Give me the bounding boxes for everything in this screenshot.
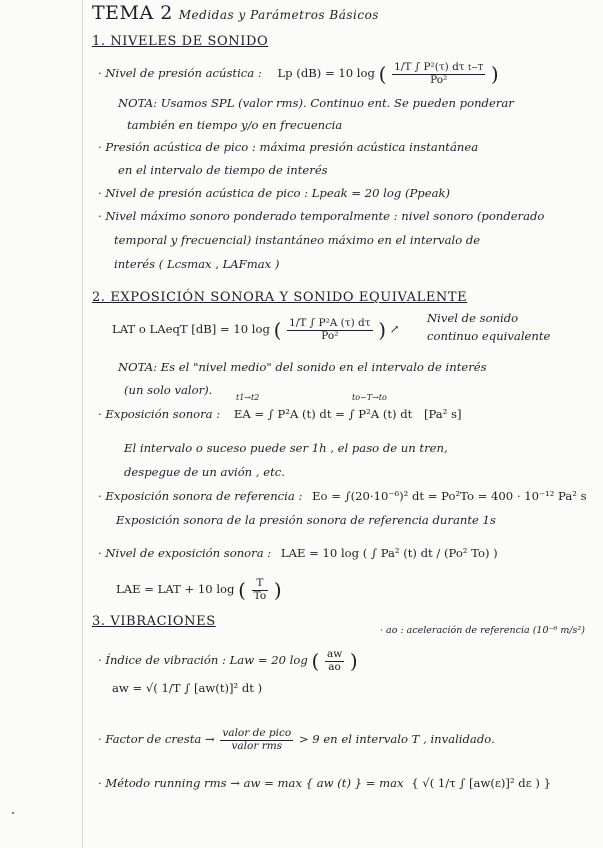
s1-spl-eq-lhs: Lp (dB) = 10 log (277, 66, 375, 81)
s1-bullet-max-1: · Nivel máximo sonoro ponderado temporalmente : nivel sonoro (ponderado (98, 209, 545, 223)
s2-exposure-label: · Exposición sonora : (98, 407, 221, 421)
section-3-heading: 3. VIBRACIONES (92, 614, 216, 629)
s3-aw-equation: aw = √( 1/T ∫ [aw(t)]² dt ) (112, 681, 263, 695)
s2-exposure-note-1: El intervalo o suceso puede ser 1h , el paso de un tren, (124, 441, 448, 455)
s3-running-label: · Método running rms → aw = max { aw (t) } = max (98, 776, 404, 790)
s1-spl-lim: t−T (467, 63, 484, 72)
s2-lat-note-2: continuo equivalente (427, 329, 551, 343)
s2-exposure-limits-2: to−T→to (352, 393, 387, 402)
s2-lae-label: · Nivel de exposición sonora : (98, 546, 272, 560)
tema-subtitle: Medidas y Parámetros Básicos (178, 8, 379, 22)
s2-lae2-lhs: LAE = LAT + 10 log (116, 582, 235, 597)
s2-lat-arrow: ↗ (389, 322, 400, 337)
s2-lae2-fraction (252, 578, 269, 602)
s3-crest-fraction (220, 728, 293, 752)
s3-crest-text: > 9 en el intervalo T , invalidado. (298, 732, 495, 747)
s3-vib-den: ao (328, 660, 341, 673)
s2-lat-lhs: LAT o LAeqT [dB] = 10 log (112, 322, 270, 337)
s2-exposure-unit: [Pa² s] (423, 407, 462, 421)
s2-exposure-note-2: despegue de un avión , etc. (124, 465, 285, 479)
s2-nota-2: (un solo valor). (124, 383, 213, 397)
s3-side-note: · ao : aceleración de referencia (10⁻⁶ m/s²) (380, 625, 585, 636)
s1-nota-line-2: también en tiempo y/o en frecuencia (127, 118, 343, 132)
s2-ref-note: Exposición sonora de la presión sonora de referencia durante 1s (116, 513, 496, 527)
s1-spl-label: · Nivel de presión acústica : (98, 66, 262, 81)
s2-lat-num: 1/T ∫ P²A (τ) dτ (289, 317, 371, 329)
section-2-heading: 2. EXPOSICIÓN SONORA Y SONIDO EQUIVALENTE (92, 290, 468, 305)
s2-nota-1: NOTA: Es el "nivel medio" del sonido en el intervalo de interés (118, 360, 487, 374)
s1-bullet-max-2: temporal y frecuencial) instantáneo máximo en el intervalo de (114, 233, 481, 247)
s1-spl-fraction (392, 62, 485, 86)
s3-crest-label: · Factor de cresta → (98, 732, 215, 747)
s1-bullet-spl: · Nivel de presión acústica : Lp (dB) = 10 log ( $\frac{\text{1/T ∫ P²(τ) dτ t−T}}{\text{Po²}}$ ) (98, 61, 499, 87)
s1-bullet-peak-2: en el intervalo de tiempo de interés (118, 163, 328, 177)
s2-lat-den: Po² (321, 329, 339, 342)
s3-vib-index: · Índice de vibración : Law = 20 log ( $\frac{aw}{ao}$ ) (98, 648, 358, 674)
s1-nota-text-1: Usamos SPL (valor rms). Continuo ent. Se pueden ponderar (160, 96, 514, 110)
s3-running-line (98, 777, 551, 790)
s1-nota-line-1 (118, 97, 514, 110)
section-1-heading: 1. NIVELES DE SONIDO (92, 34, 269, 49)
s2-ref-line (98, 490, 587, 503)
s3-vib-label: · Índice de vibración : Law = 20 log (98, 653, 308, 668)
s3-crest-num: valor de pico (222, 727, 292, 739)
s2-lae2-num: T (252, 578, 269, 591)
s1-bullet-max-3: interés ( Lcsmax , LAFmax ) (114, 257, 280, 271)
s2-ref-label: · Exposición sonora de referencia : (98, 489, 303, 503)
tema-label: TEMA 2 (92, 2, 173, 24)
s3-vib-num: aw (326, 648, 343, 660)
s1-nota-label: NOTA: (118, 96, 158, 110)
s2-lat-note-1: Nivel de sonido (427, 311, 519, 325)
s2-lae-eq: LAE = 10 log ( ∫ Pa² (t) dt / (Po² To) ) (280, 546, 498, 560)
s1-spl-den: Po² (430, 73, 448, 86)
s3-crest-line (98, 728, 495, 752)
s2-exposure-line (98, 408, 462, 421)
s2-lat-fraction (287, 318, 372, 342)
s2-lae2-den: To (253, 589, 267, 602)
s2-exposure-eq: EA = ∫ P²A (t) dt = ∫ P²A (t) dt (233, 407, 413, 421)
s2-lat-equation: LAT o LAeqT [dB] = 10 log ( $\frac{\text{1/T ∫ P²A (τ) dτ}}{\text{Po²}}$ ) ↗ (112, 317, 400, 343)
s2-lae-line-2: LAE = LAT + 10 log ( $\frac{T}{To}$ ) (116, 577, 282, 603)
s1-bullet-lpeak: · Nivel de presión acústica de pico : Lpeak = 20 log (Ppeak) (98, 186, 451, 200)
s3-crest-den: valor rms (231, 739, 283, 752)
s1-bullet-peak-1: · Presión acústica de pico : máxima presión acústica instantánea (98, 140, 479, 154)
s2-exposure-limits-1: t1→t2 (236, 393, 260, 402)
s3-vib-fraction (325, 649, 344, 673)
page-title (92, 2, 379, 24)
stray-mark (12, 812, 14, 814)
s1-spl-num: 1/T ∫ P²(τ) dτ (394, 61, 465, 73)
s2-ref-eq: Eo = ∫(20·10⁻⁶)² dt = Po²To = 400 · 10⁻¹² Pa² s (312, 489, 587, 503)
s2-lae-line (98, 547, 498, 560)
s3-running-eq: { √( 1/τ ∫ [aw(ε)]² dε ) } (411, 776, 551, 790)
margin-line (82, 0, 83, 848)
